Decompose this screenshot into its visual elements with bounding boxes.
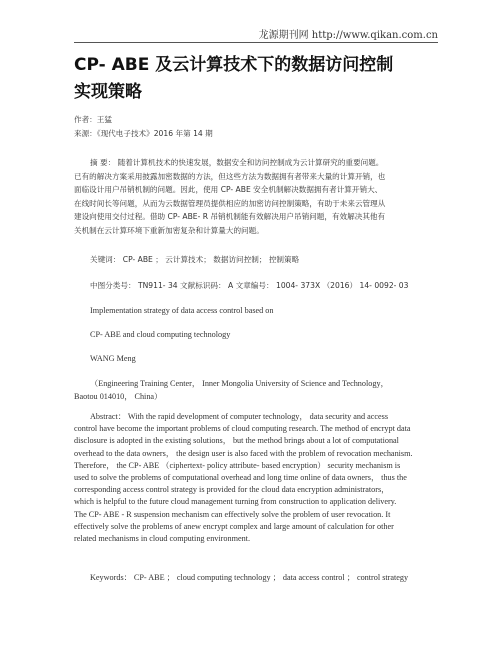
title-line-2: 实现策略 (74, 82, 142, 102)
abstract-en-line: effectively solve the problems of anew encrypt complex and large amount of calculation for other (74, 521, 394, 531)
source-line: 来源：《现代电子技术》2016 年第 14 期 (74, 129, 213, 138)
abstract-cn-line: 摘 要： 随着计算机技术的快速发展，数据安全和访问控制成为云计算研究的重要问题。 (90, 158, 384, 167)
abstract-en-line: Therefore， the CP- ABE （ciphertext- policy attribute- based encryption） security mechanism is (74, 460, 401, 470)
keywords-english: Keywords： CP- ABE ； cloud computing technology ； data access control ； control strategy (90, 573, 409, 582)
abstract-en-line: disclosure is adopted in the existing solutions， but the method brings about a lot of computational (74, 436, 399, 446)
abstract-en-line: The CP- ABE - R suspension mechanism can effectively solve the problem of user revocation. It (74, 509, 391, 519)
author-line: 作者：王猛 (74, 115, 112, 124)
abstract-cn-line: 已有的解决方案采用披露加密数据的方法，但这些方法为数据拥有者带来大量的计算开销，也 (74, 171, 386, 181)
abstract-en-line: Abstract： With the rapid development of computer technology， data security and access (90, 412, 389, 421)
abstract-en-line: control have become the important problems of cloud computing research. The method of encrypt data (74, 424, 411, 434)
abstract-chinese (74, 156, 438, 237)
header-site-link[interactable]: 龙源期刊网 http://www.qikan.com.cn (258, 30, 438, 41)
abstract-en-line: overhead to the data owners， the design user is also faced with the problem of revocation mechanism. (74, 448, 413, 458)
affiliation-line-1: （Engineering Training Center， Inner Mongolia University of Science and Technology， (90, 379, 389, 388)
abstract-en-line: used to solve the problems of computational overhead and long time online of data owners， thus the (74, 473, 407, 483)
abstract-en-line: related mechanisms in cloud computing environment. (74, 534, 250, 544)
abstract-cn-line: 关机制在云计算环境下重新加密复杂和计算量大的问题。 (74, 225, 264, 235)
english-title-line-1: Implementation strategy of data access control based on (90, 306, 274, 315)
affiliation-line-2: Baotou 014010， China） (74, 392, 163, 401)
abstract-en-line: corresponding access control strategy is provided for the cloud data encryption administrators， (74, 485, 390, 495)
abstract-english (74, 411, 444, 545)
keywords-chinese: 关键词： CP- ABE ； 云计算技术； 数据访问控制； 控制策略 (90, 255, 300, 264)
english-title-line-2: CP- ABE and cloud computing technology (90, 330, 231, 339)
abstract-cn-line: 面临设计用户吊销机制的问题。因此，使用 CP- ABE 安全机制解决数据拥有者计算开销大、 (74, 185, 383, 194)
classification-line: 中图分类号： TN911- 34 文献标识码： A 文章编号： 1004- 373X （2016） 14- 0092- 03 (90, 281, 409, 290)
header-divider (74, 42, 438, 43)
english-author: WANG Meng (90, 354, 136, 363)
abstract-cn-line: 建设向使用交付过程。借助 CP- ABE- R 吊销机制能有效解决用户吊销问题，有效解决其他有 (74, 212, 386, 221)
abstract-cn-line: 在线时间长等问题，从而为云数据管理员提供相应的加密访问控制策略，有助于未来云管理从 (74, 198, 386, 208)
abstract-en-line: which is helpful to the future cloud management turning from construction to application delivery. (74, 497, 397, 507)
title-line-1: CP- ABE 及云计算技术下的数据访问控制 (74, 55, 394, 75)
article-title (74, 52, 434, 106)
